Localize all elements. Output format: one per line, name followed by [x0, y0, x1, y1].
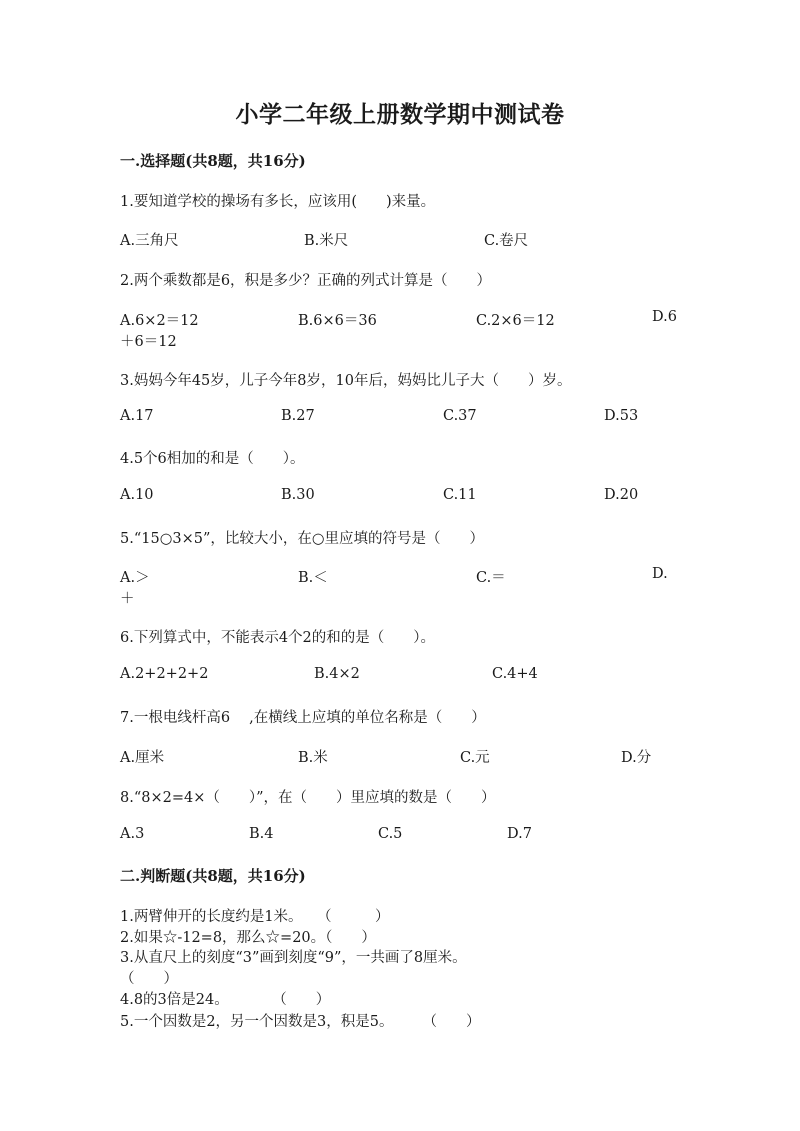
question-1: 1.要知道学校的操场有多长，应该用( )来量。	[120, 194, 436, 210]
question-4: 4.5个6相加的和是（ ）。	[120, 451, 305, 467]
question-7: 7.一根电线杆高6 ,在横线上应填的单位名称是（ ）	[120, 710, 486, 726]
q7-option-c: C.元	[460, 750, 490, 766]
tf-item-1: 1.两臂伸开的长度约是1米。 （ ）	[120, 909, 390, 925]
q3-option-c: C.37	[443, 408, 477, 424]
q8-option-a: A.3	[120, 826, 145, 842]
section-heading-true-false: 二.判断题(共8题，共16分)	[120, 867, 306, 885]
q7-option-d: D.分	[621, 750, 652, 766]
q7-option-a: A.厘米	[120, 750, 165, 766]
q1-option-a: A.三角尺	[120, 233, 179, 249]
q3-option-d: D.53	[604, 408, 639, 424]
q2-option-a: A.6×2＝12	[120, 313, 199, 329]
q2-option-b: B.6×6＝36	[298, 313, 377, 329]
q5-option-d-wrap: ＋	[120, 591, 135, 607]
q1-option-b: B.米尺	[304, 233, 349, 249]
q5-option-d: D.	[652, 566, 668, 582]
question-2: 2.两个乘数都是6，积是多少？正确的列式计算是（ ）	[120, 273, 492, 289]
q4-option-a: A.10	[120, 487, 154, 503]
tf-item-5: 5.一个因数是2，另一个因数是3，积是5。 （ ）	[120, 1014, 481, 1030]
page-title: 小学二年级上册数学期中测试卷	[235, 101, 565, 128]
question-6: 6.下列算式中，不能表示4个2的和的是（ ）。	[120, 630, 436, 646]
question-3: 3.妈妈今年45岁，儿子今年8岁，10年后，妈妈比儿子大（ ）岁。	[120, 373, 572, 389]
q6-option-b: B.4×2	[314, 666, 360, 682]
q1-option-c: C.卷尺	[484, 233, 529, 249]
q5-option-b: B.＜	[298, 570, 328, 586]
q4-option-b: B.30	[281, 487, 315, 503]
q6-option-a: A.2+2+2+2	[120, 666, 209, 682]
q2-option-d: D.6	[652, 309, 677, 325]
q8-option-d: D.7	[507, 826, 532, 842]
q4-option-d: D.20	[604, 487, 639, 503]
q6-option-c: C.4+4	[492, 666, 538, 682]
section-heading-choice: 一.选择题(共8题，共16分)	[120, 152, 306, 170]
q8-option-c: C.5	[378, 826, 403, 842]
q3-option-b: B.27	[281, 408, 315, 424]
q2-option-d-wrap: ＋6＝12	[120, 334, 177, 350]
q4-option-c: C.11	[443, 487, 477, 503]
tf-item-3-wrap: （ ）	[120, 971, 178, 987]
q5-option-c: C.＝	[476, 570, 506, 586]
q3-option-a: A.17	[120, 408, 154, 424]
q8-option-b: B.4	[249, 826, 274, 842]
q2-option-c: C.2×6＝12	[476, 313, 555, 329]
tf-item-3: 3.从直尺上的刻度“3”画到刻度“9”，一共画了8厘米。	[120, 950, 467, 966]
question-5: 5.“15○3×5”，比较大小，在○里应填的符号是（ ）	[120, 531, 485, 547]
q5-option-a: A.＞	[120, 570, 150, 586]
tf-item-4: 4.8的3倍是24。 （ ）	[120, 992, 331, 1008]
question-8: 8.“8×2=4×（ ）”，在（ ）里应填的数是（ ）	[120, 790, 496, 806]
tf-item-2: 2.如果☆-12=8，那么☆=20。（ ）	[120, 930, 376, 946]
q7-option-b: B.米	[298, 750, 328, 766]
